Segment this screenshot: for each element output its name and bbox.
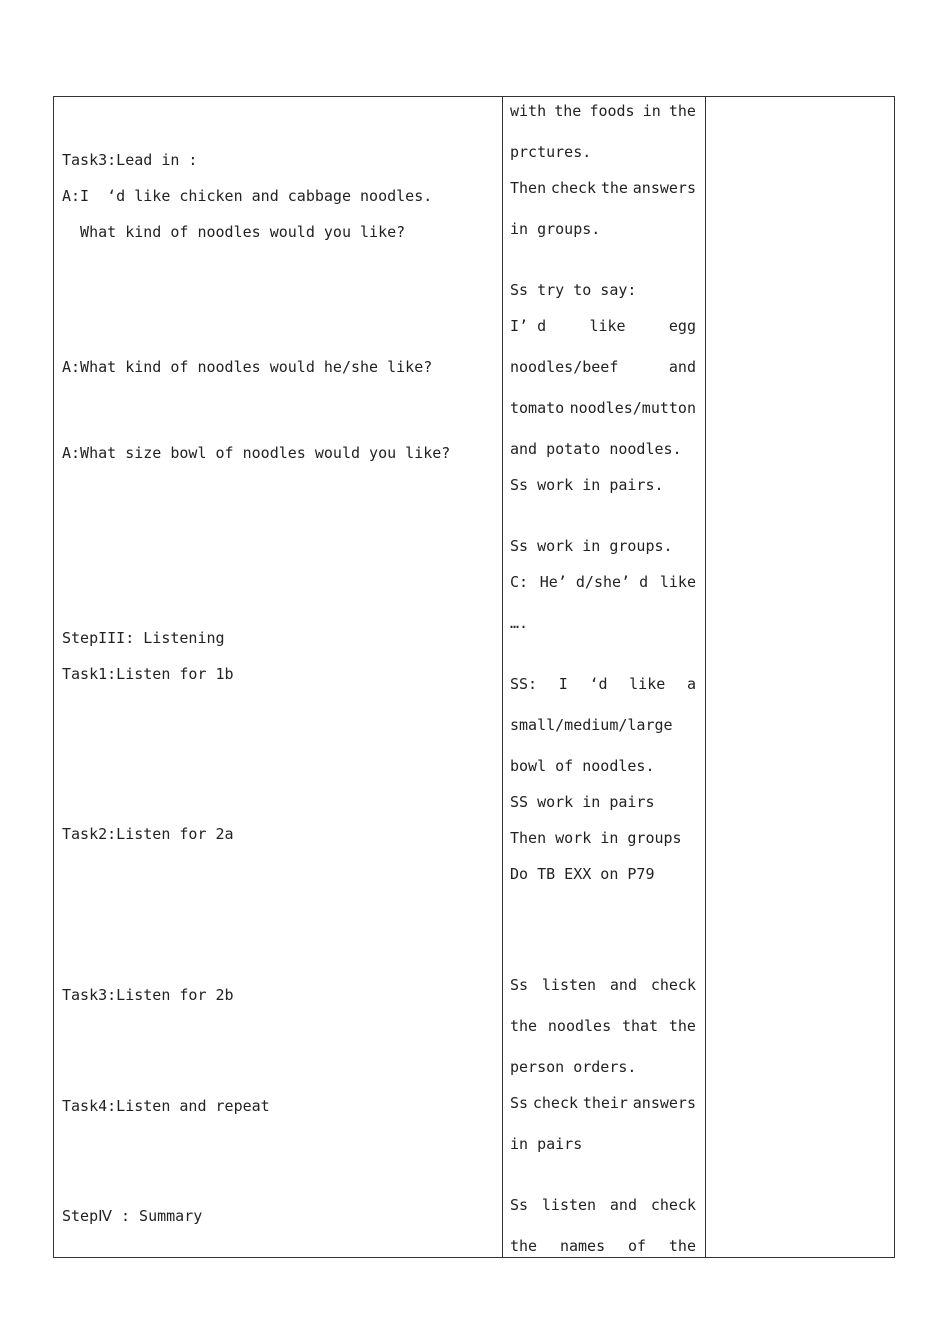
student-line [510, 674, 696, 694]
word: like [589, 317, 626, 335]
student-line: small/medium/large [510, 716, 673, 734]
student-line: SS work in pairs [510, 793, 655, 811]
word: noodles/beef [510, 358, 619, 376]
student-line: Ss work in groups. [510, 537, 673, 555]
word: SS: [510, 675, 538, 693]
word: and [609, 1196, 637, 1214]
student-line [510, 398, 696, 418]
student-line: Ss try to say: [510, 281, 637, 299]
word: Then [510, 179, 547, 197]
word: answers [632, 1094, 696, 1112]
word: check [532, 1094, 579, 1112]
word: and [668, 358, 696, 376]
student-line: Do TB EXX on P79 [510, 865, 655, 883]
word: in [642, 102, 661, 120]
word: Ss [510, 976, 529, 994]
word: the [668, 1017, 696, 1035]
student-line [510, 1195, 696, 1215]
word: I [558, 675, 568, 693]
dialog-line: A:What kind of noodles would he/she like? [62, 358, 433, 376]
word: that [621, 1017, 659, 1035]
word: like [659, 573, 696, 591]
word: a [686, 675, 696, 693]
student-line: bowl of noodles. [510, 757, 655, 775]
student-line [510, 357, 696, 377]
word: with [510, 102, 547, 120]
word: names [559, 1237, 606, 1255]
student-line: prctures. [510, 143, 592, 161]
word: and [609, 976, 637, 994]
word: He’ d/she’ d [539, 573, 649, 591]
dialog-line: A:I ‘d like chicken and cabbage noodles. [62, 187, 433, 205]
student-line [510, 316, 696, 336]
student-line [510, 101, 696, 121]
word: their [582, 1094, 628, 1112]
column-divider-1 [502, 97, 503, 1257]
word: the [554, 102, 582, 120]
student-line: in groups. [510, 220, 601, 238]
word: egg [668, 317, 696, 335]
word: listen [541, 1196, 597, 1214]
task-line: Task3:Listen for 2b [62, 986, 234, 1004]
word: Ss [510, 1196, 529, 1214]
word: the [668, 1237, 696, 1255]
task-line: Task4:Listen and repeat [62, 1097, 270, 1115]
word: the [668, 102, 696, 120]
student-line [510, 178, 696, 198]
word: C: [510, 573, 529, 591]
word: the [510, 1017, 538, 1035]
word: of [627, 1237, 647, 1255]
dialog-line: A:What size bowl of noodles would you like? [62, 444, 451, 462]
student-line [510, 572, 696, 592]
student-line [510, 1093, 696, 1113]
word: I’ d [510, 317, 547, 335]
word: like [629, 675, 666, 693]
word: ‘d [589, 675, 608, 693]
word: the [600, 179, 628, 197]
student-line: Then work in groups [510, 829, 682, 847]
word: listen [541, 976, 597, 994]
task-line: Task2:Listen for 2a [62, 825, 234, 843]
student-line: …. [510, 614, 529, 632]
dialog-line: What kind of noodles would you like? [62, 223, 406, 241]
word: noodles [547, 1017, 612, 1035]
word: the [510, 1237, 538, 1255]
step-heading: StepⅣ : Summary [62, 1207, 203, 1225]
word: noodles/mutton [569, 399, 696, 417]
word: tomato [510, 399, 565, 417]
lesson-plan-table [53, 96, 895, 1258]
student-line: Ss work in pairs. [510, 476, 664, 494]
word: check [650, 1196, 696, 1214]
word: check [550, 179, 597, 197]
step-heading: StepIII: Listening [62, 629, 225, 647]
student-line: in pairs [510, 1135, 583, 1153]
word: Ss [510, 1094, 529, 1112]
column-divider-2 [705, 97, 706, 1257]
student-line: person orders. [510, 1058, 637, 1076]
word: check [650, 976, 696, 994]
student-line [510, 1236, 696, 1256]
student-line [510, 975, 696, 995]
task3-lead-in: Task3:Lead in : [62, 151, 198, 169]
task-line: Task1:Listen for 1b [62, 665, 234, 683]
student-line [510, 1016, 696, 1036]
word: answers [632, 179, 696, 197]
word: foods [589, 102, 635, 120]
student-line: and potato noodles. [510, 440, 682, 458]
